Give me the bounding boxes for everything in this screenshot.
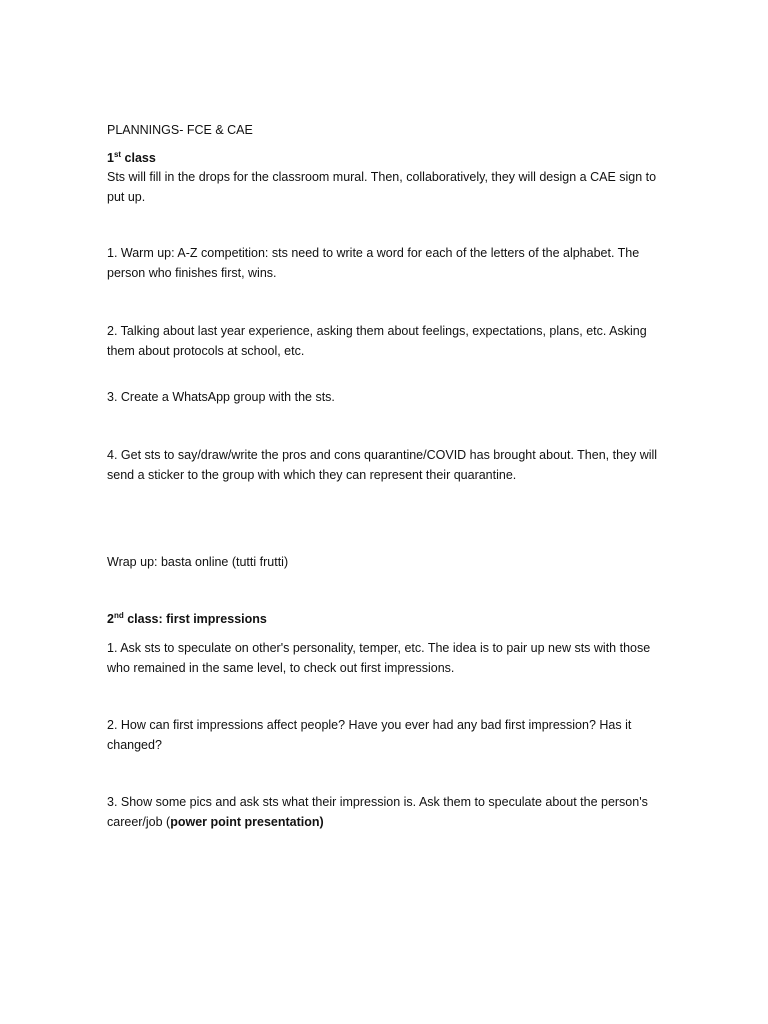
- class-1-item-4: 4. Get sts to say/draw/write the pros and cons quarantine/COVID has brought about. Then, they will send a sticker to the group with which they can represent their quarantine.: [107, 448, 658, 482]
- class-1-heading-number: 1: [107, 151, 114, 165]
- class-2-item-1: 1. Ask sts to speculate on other's personality, temper, etc. The idea is to pair up new sts with those who remained in the same level, to check out first impressions.: [107, 641, 651, 675]
- class-2-heading: [107, 610, 667, 630]
- class-2-item-3-text: 3. Show some pics and ask sts what their impression is. Ask them to speculate about the person's career/job (: [107, 795, 648, 829]
- class-1-heading: [107, 149, 667, 169]
- document-title: PLANNINGS- FCE & CAE: [107, 123, 253, 137]
- class-2-item-2: 2. How can first impressions affect people? Have you ever had any bad first impression? Has it changed?: [107, 718, 632, 752]
- class-1-item-2: 2. Talking about last year experience, asking them about feelings, expectations, plans, etc. Asking them about protocols at school, etc.: [107, 324, 647, 358]
- class-1-item-3: 3. Create a WhatsApp group with the sts.: [107, 390, 335, 404]
- class-1-heading-label: class: [121, 151, 156, 165]
- class-1-wrap-up: Wrap up: basta online (tutti frutti): [107, 555, 289, 569]
- class-2-item-3-bold: power point presentation): [170, 814, 324, 829]
- class-1-item-1: 1. Warm up: A-Z competition: sts need to write a word for each of the letters of the alphabet. The person who finishes first, wins.: [107, 246, 640, 280]
- class-2-item-3: [107, 793, 667, 832]
- class-2-heading-superscript: nd: [113, 610, 124, 620]
- class-2-heading-number: 2: [107, 612, 114, 626]
- class-1-heading-superscript: st: [113, 149, 122, 159]
- class-2-heading-label: class: first impressions: [123, 612, 267, 626]
- class-1-intro: Sts will fill in the drops for the classroom mural. Then, collaboratively, they will design a CAE sign to put up.: [107, 170, 657, 204]
